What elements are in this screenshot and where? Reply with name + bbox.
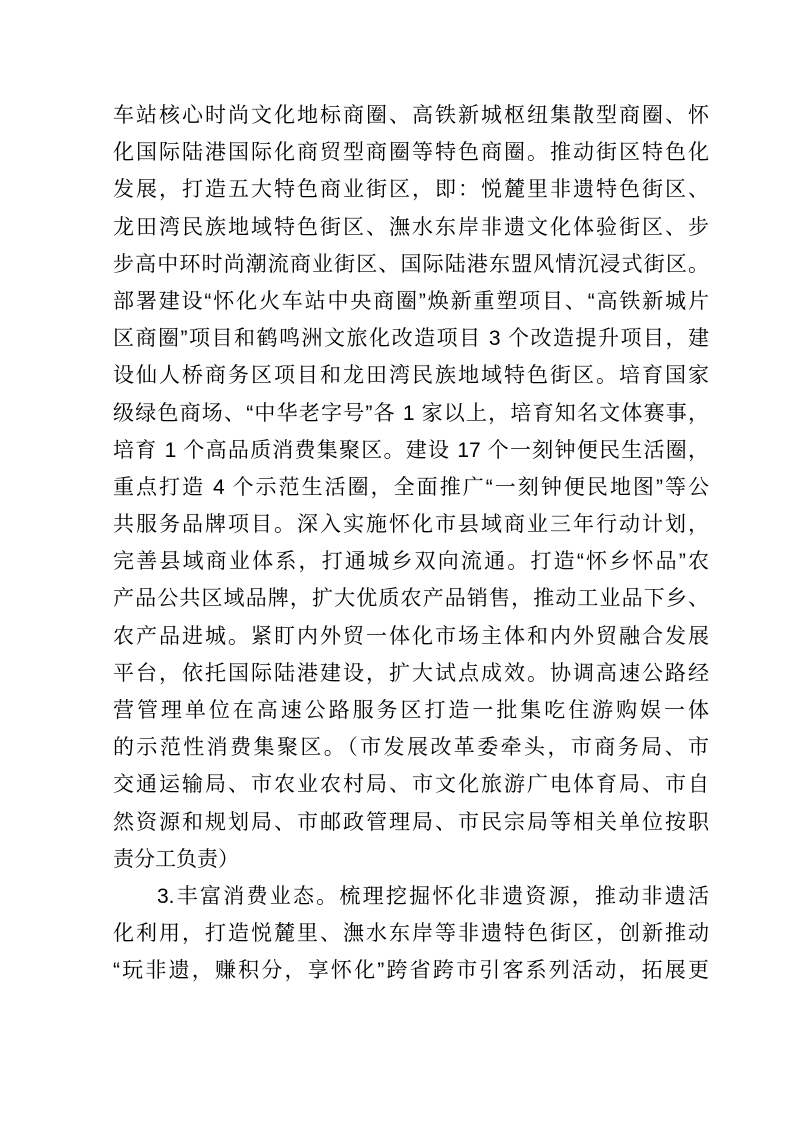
text-line: 农产品进城。紧盯内外贸一体化市场主体和内外贸融合发展 bbox=[113, 624, 709, 648]
text-block bbox=[113, 97, 709, 990]
text-line: 的示范性消费集聚区。（市发展改革委牵头，市商务局、市 bbox=[113, 736, 709, 760]
text-line: 营管理单位在高速公路服务区打造一批集吃住游购娱一体 bbox=[113, 699, 709, 722]
text-line: 级绿色商场、“中华老字号”各 1 家以上，培育知名文体赛事， bbox=[113, 401, 709, 425]
text-line: 区商圈”项目和鹤鸣洲文旅化改造项目 3 个改造提升项目，建 bbox=[113, 327, 709, 351]
text-line: 步高中环时尚潮流商业街区、国际陆港东盟风情沉浸式街区。 bbox=[113, 252, 709, 276]
text-line: 培育 1 个高品质消费集聚区。建设 17 个一刻钟便民生活圈， bbox=[113, 438, 709, 462]
text-line: “玩非遗，赚积分，享怀化”跨省跨市引客系列活动，拓展更 bbox=[113, 959, 709, 983]
text-line: 化国际陆港国际化商贸型商圈等特色商圈。推动街区特色化 bbox=[113, 141, 709, 165]
text-line: 3.丰富消费业态。梳理挖掘怀化非遗资源，推动非遗活 bbox=[157, 884, 709, 908]
text-line: 发展，打造五大特色商业街区，即：悦麓里非遗特色街区、 bbox=[113, 178, 709, 202]
text-line: 共服务品牌项目。深入实施怀化市县域商业三年行动计划， bbox=[113, 513, 709, 537]
text-line: 产品公共区域品牌，扩大优质农产品销售，推动工业品下乡、 bbox=[113, 587, 709, 611]
text-line: 然资源和规划局、市邮政管理局、市民宗局等相关单位按职 bbox=[113, 810, 709, 834]
text-line: 重点打造 4 个示范生活圈，全面推广“一刻钟便民地图”等公 bbox=[113, 475, 709, 499]
text-line: 责分工负责） bbox=[113, 847, 239, 871]
text-line: 车站核心时尚文化地标商圈、高铁新城枢纽集散型商圈、怀 bbox=[113, 104, 709, 127]
text-line: 化利用，打造悦麓里、潕水东岸等非遗特色街区，创新推动 bbox=[113, 922, 709, 946]
text-line: 平台，依托国际陆港建设，扩大试点成效。协调高速公路经 bbox=[113, 661, 709, 685]
text-line: 部署建设“怀化火车站中央商圈”焕新重塑项目、“高铁新城片 bbox=[113, 289, 709, 313]
text-line: 龙田湾民族地域特色街区、潕水东岸非遗文化体验街区、步 bbox=[113, 215, 709, 239]
text-line: 设仙人桥商务区项目和龙田湾民族地域特色街区。培育国家 bbox=[113, 364, 709, 388]
text-line: 交通运输局、市农业农村局、市文化旅游广电体育局、市自 bbox=[113, 773, 709, 797]
text-line: 完善县域商业体系，打通城乡双向流通。打造“怀乡怀品”农 bbox=[113, 550, 709, 574]
